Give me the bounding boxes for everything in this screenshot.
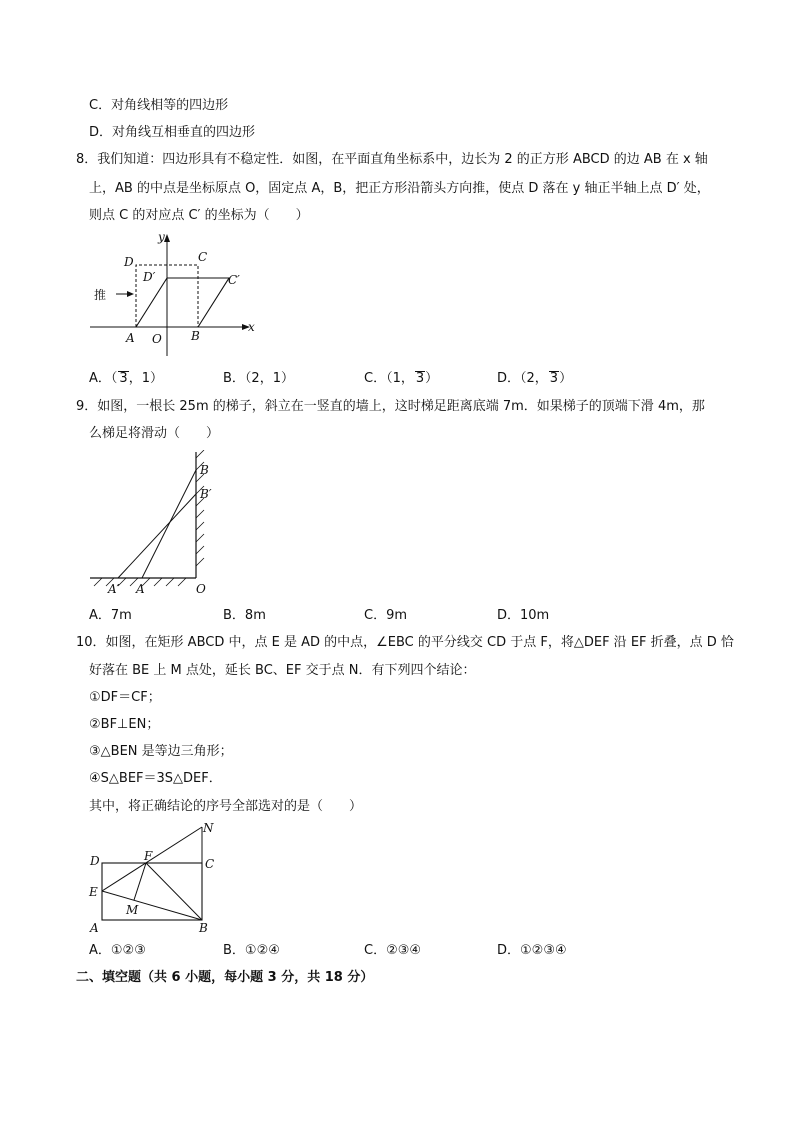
q8-label-c: C <box>198 250 208 264</box>
q8-label-x: x <box>248 320 255 334</box>
q7-option-d: D．对角线互相垂直的四边形 <box>89 125 256 140</box>
q9-option-b: B．8m <box>223 608 266 623</box>
q8-label-d: D <box>124 255 134 269</box>
section-2-heading: 二、填空题（共 6 小题，每小题 3 分，共 18 分） <box>76 970 374 985</box>
q8-option-a: A．（ 3，1） <box>89 371 163 386</box>
q10-option-c: C．②③④ <box>364 943 422 958</box>
q8-label-dprime: D′ <box>143 270 156 284</box>
q10-conclusion-2: ②BF⊥EN； <box>89 717 160 732</box>
q9-option-c: C．9m <box>364 608 408 623</box>
q8-option-c: C．（1， 3） <box>364 371 439 386</box>
q8-text-line1: 8．我们知道：四边形具有不稳定性．如图，在平面直角坐标系中，边长为 2 的正方形 ABCD 的边 AB 在 x 轴 <box>76 152 708 167</box>
q9-label-a: A <box>136 582 145 596</box>
q10-option-d: D．①②③④ <box>497 943 567 958</box>
q8-label-cprime: C′ <box>228 273 240 287</box>
q8-figure <box>88 228 268 358</box>
q8-label-a: A <box>126 331 135 345</box>
q9-option-a: A．7m <box>89 608 132 623</box>
q8-option-b: B．（2，1） <box>223 371 294 386</box>
q10-question-ask: 其中，将正确结论的序号全部选对的是（ ） <box>89 799 363 814</box>
q10-option-b: B．①②④ <box>223 943 280 958</box>
q10-text-line2: 好落在 BE 上 M 点处，延长 BC、EF 交于点 N．有下列四个结论： <box>89 663 476 678</box>
q10-text-line1: 10．如图，在矩形 ABCD 中，点 E 是 AD 的中点，∠EBC 的平分线交 CD 于点 F，将△DEF 沿 EF 折叠，点 D 恰 <box>76 635 734 650</box>
q10-label-f: F <box>144 849 153 863</box>
q10-figure <box>86 820 226 938</box>
q8-text-line2: 上，AB 的中点是坐标原点 O，固定点 A，B，把正方形沿箭头方向推，使点 D 落在 y 轴正半轴上点 D′ 处， <box>89 181 710 196</box>
q10-label-b: B <box>199 921 208 935</box>
q9-label-bprime: B′ <box>200 487 212 501</box>
q10-label-a: A <box>90 921 99 935</box>
q9-label-b: B <box>200 463 209 477</box>
q10-conclusion-1: ①DF＝CF； <box>89 690 161 705</box>
q9-text-line1: 9．如图，一根长 25m 的梯子，斜立在一竖直的墙上，这时梯足距离底端 7m．如果梯子的顶端下滑 4m，那 <box>76 399 705 414</box>
q10-label-c: C <box>205 857 215 871</box>
q10-label-d: D <box>90 854 100 868</box>
q8-label-y: y <box>158 230 165 244</box>
q8-label-push: 推 <box>94 288 107 302</box>
q10-label-n: N <box>203 821 214 835</box>
q7-option-c: C．对角线相等的四边形 <box>89 98 229 113</box>
q8-label-b: B <box>191 329 200 343</box>
q9-figure <box>88 450 228 600</box>
q8-option-d: D．（2， 3） <box>497 371 573 386</box>
q8-text-line3: 则点 C 的对应点 C′ 的坐标为（ ） <box>89 208 309 223</box>
q9-option-d: D．10m <box>497 608 550 623</box>
q9-label-o: O <box>196 582 206 596</box>
q10-conclusion-4: ④S△BEF＝3S△DEF． <box>89 771 222 786</box>
q10-conclusion-3: ③△BEN 是等边三角形； <box>89 744 233 759</box>
q10-label-m: M <box>126 903 139 917</box>
q10-label-e: E <box>89 885 98 899</box>
q9-text-line2: 么梯足将滑动（ ） <box>89 426 220 441</box>
q9-label-aprime: A′ <box>108 582 120 596</box>
q10-option-a: A．①②③ <box>89 943 146 958</box>
q8-label-o: O <box>152 332 162 346</box>
